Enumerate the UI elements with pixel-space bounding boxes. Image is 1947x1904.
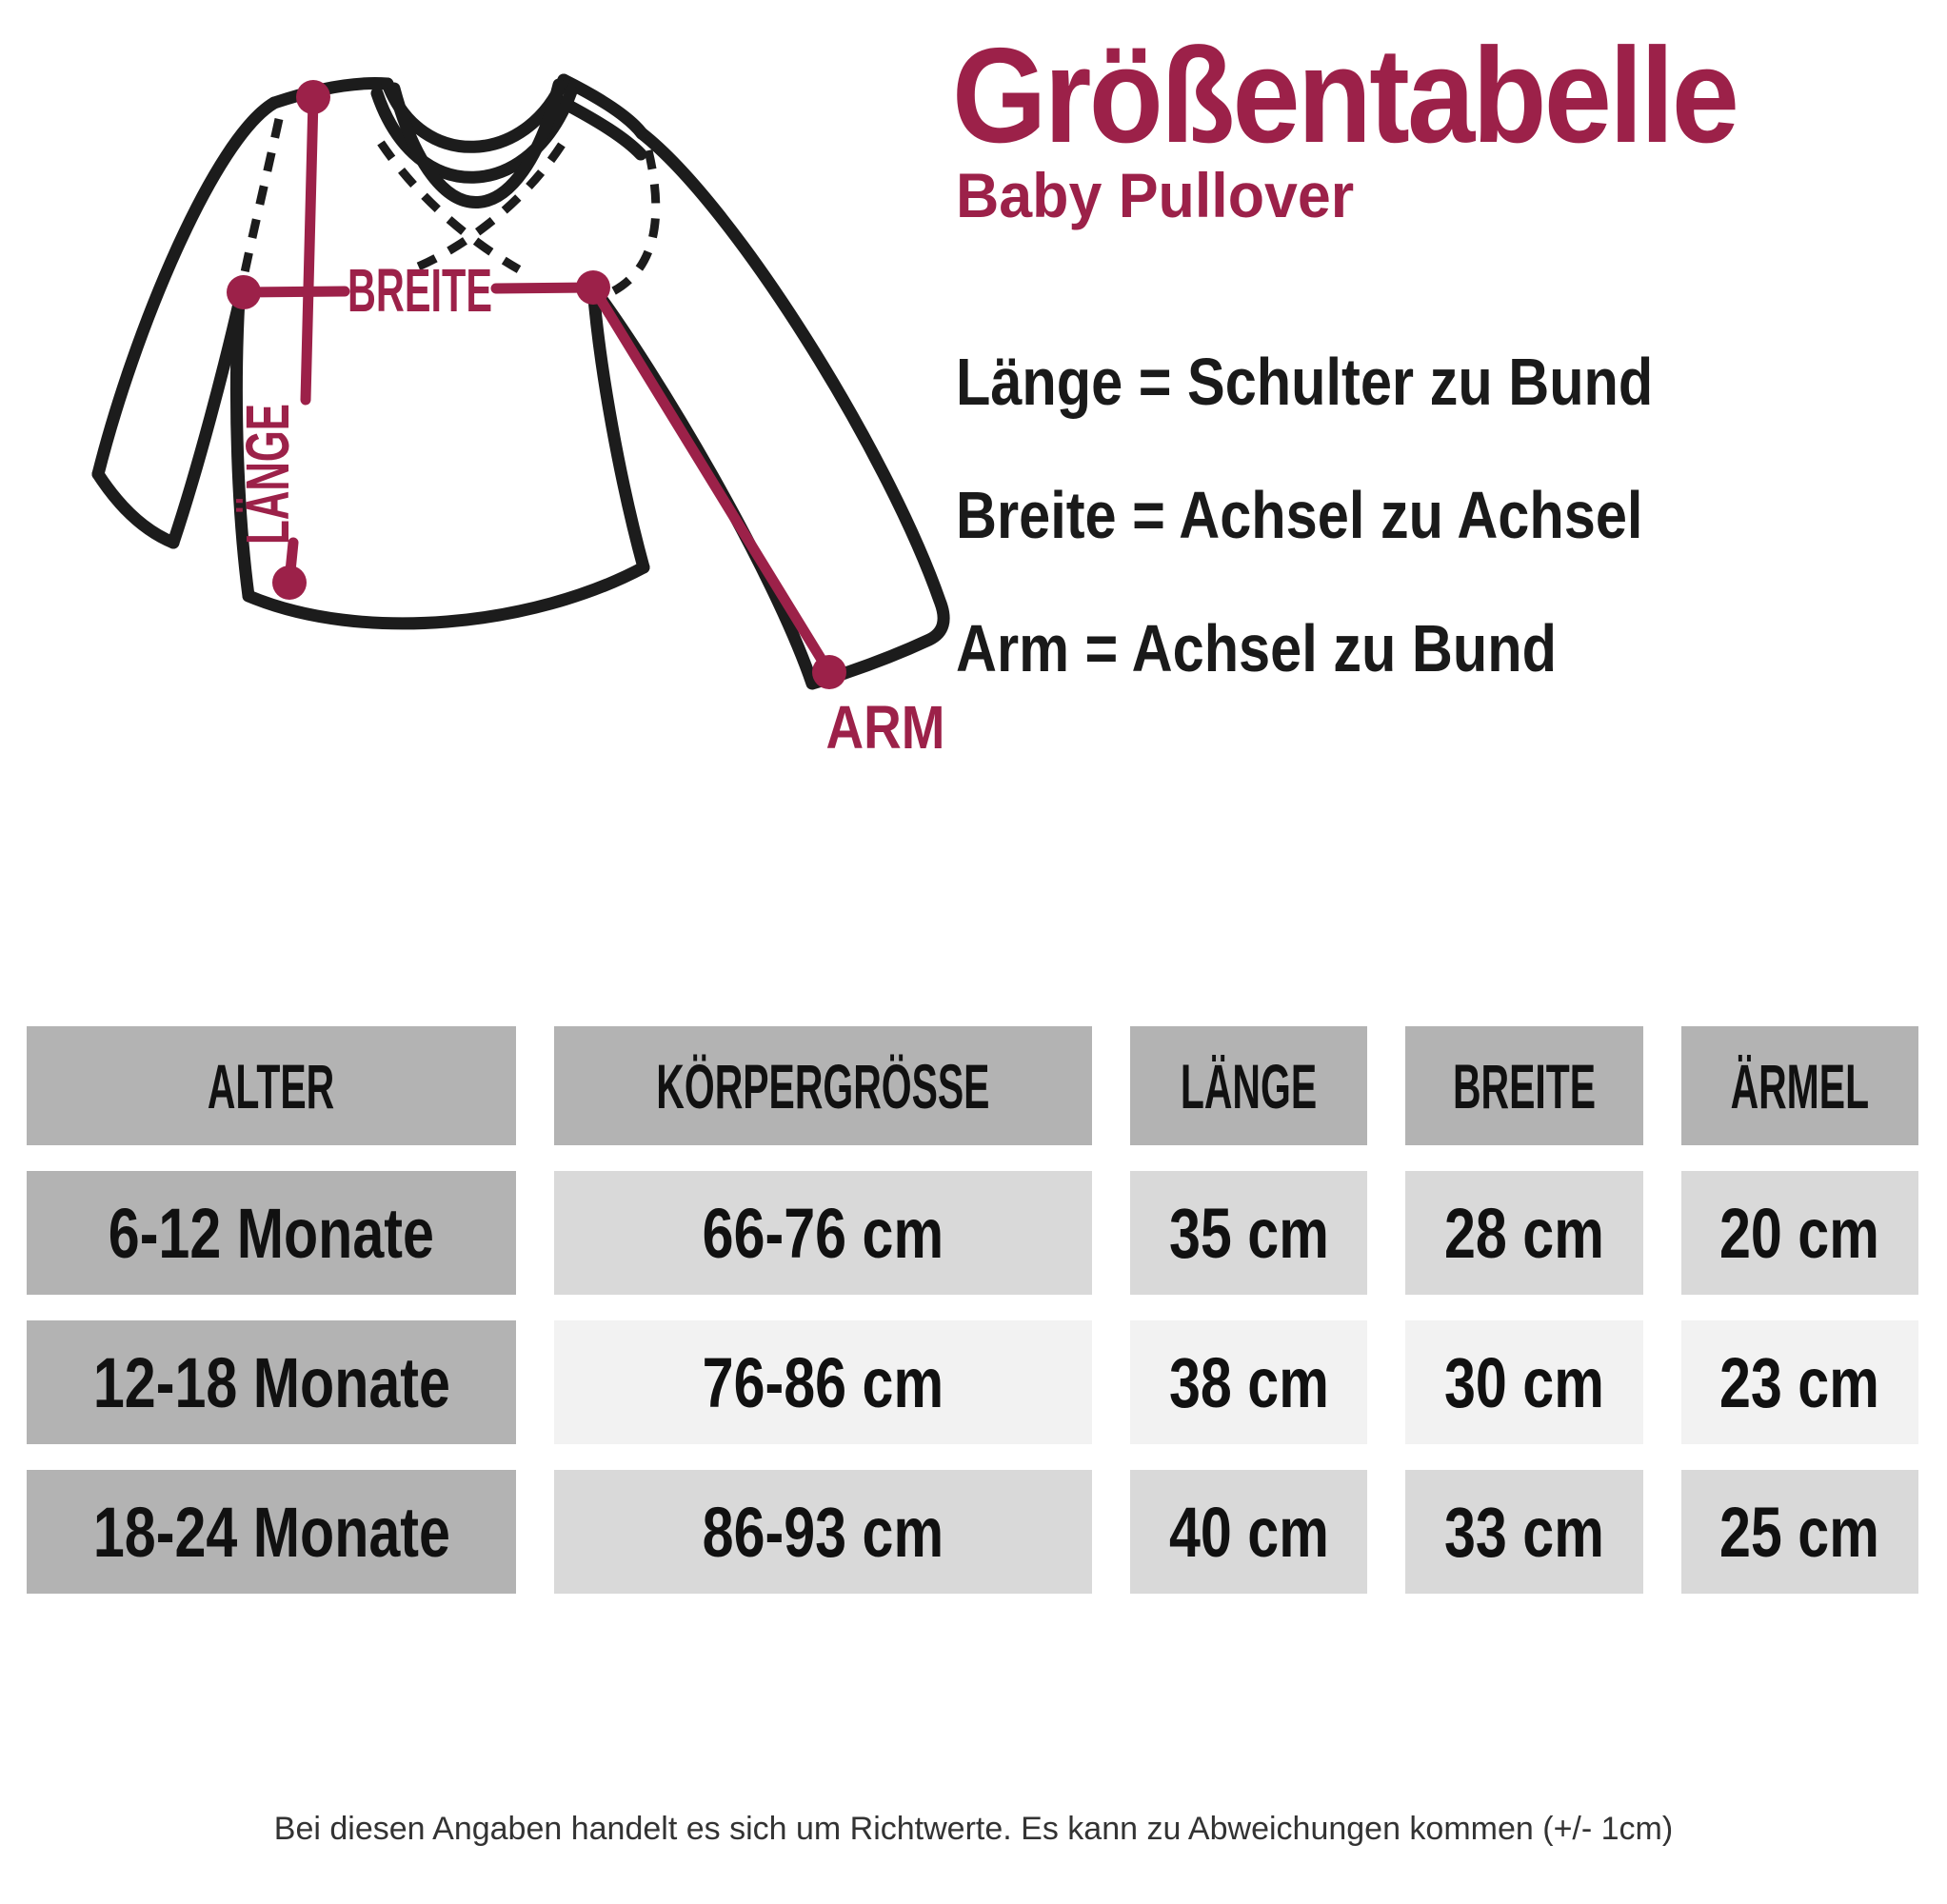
- right-armpit-dot: [576, 270, 610, 305]
- laenge-line-upper: [306, 99, 313, 400]
- table-value-cell: [554, 1470, 1092, 1594]
- definition-laenge: Länge = Schulter zu Bund: [956, 345, 1654, 419]
- table-header-cell-text: KÖRPERGRÖSSE: [656, 1050, 990, 1121]
- table-header-cell-text: ALTER: [208, 1050, 335, 1121]
- table-age-cell: [27, 1320, 516, 1444]
- table-header-cell: [27, 1026, 516, 1145]
- table-value-cell: [1405, 1320, 1642, 1444]
- table-value-cell-text: 40 cm: [1168, 1492, 1329, 1572]
- table-age-cell-text: 18-24 Monate: [92, 1492, 450, 1572]
- table-value-cell-text: 66-76 cm: [702, 1193, 944, 1273]
- table-value-cell: [1130, 1470, 1367, 1594]
- table-header-cell-text: BREITE: [1452, 1050, 1596, 1121]
- pullover-outline: [98, 80, 944, 684]
- definition-arm: Arm = Achsel zu Bund: [956, 611, 1557, 685]
- table-value-cell: [1681, 1171, 1918, 1295]
- page-title: Größentabelle: [952, 20, 1738, 171]
- left-armpit-dot: [227, 275, 261, 309]
- table-value-cell-text: 28 cm: [1443, 1193, 1604, 1273]
- table-value-cell-text: 38 cm: [1168, 1342, 1329, 1422]
- table-age-cell-text: 6-12 Monate: [108, 1193, 435, 1273]
- table-value-cell: [554, 1320, 1092, 1444]
- cuff-dot: [812, 655, 846, 689]
- table-value-cell-text: 30 cm: [1443, 1342, 1604, 1422]
- table-value-cell-text: 25 cm: [1719, 1492, 1880, 1572]
- table-value-cell: [1405, 1171, 1642, 1295]
- table-header-cell-text: ÄRMEL: [1730, 1050, 1870, 1121]
- table-value-cell: [1681, 1320, 1918, 1444]
- table-value-cell-text: 86-93 cm: [702, 1492, 944, 1572]
- laenge-label: LÄNGE: [233, 331, 302, 545]
- table-value-cell: [1130, 1320, 1367, 1444]
- size-table: [27, 1026, 1918, 1594]
- pullover-illustration: [38, 29, 990, 866]
- table-header-cell: [554, 1026, 1092, 1145]
- table-value-cell: [1681, 1470, 1918, 1594]
- table-value-cell: [1405, 1470, 1642, 1594]
- table-header-cell: [1405, 1026, 1642, 1145]
- table-age-cell: [27, 1171, 516, 1295]
- shoulder-dot: [296, 80, 330, 114]
- table-value-cell-text: 23 cm: [1719, 1342, 1880, 1422]
- measurement-lines: [227, 80, 945, 762]
- table-header-cell: [1681, 1026, 1918, 1145]
- footnote: Bei diesen Angaben handelt es sich um Richtwerte. Es kann zu Abweichungen kommen (+/- 1cm): [273, 1811, 1674, 1847]
- table-value-cell-text: 76-86 cm: [702, 1342, 944, 1422]
- table-header-cell-text: LÄNGE: [1180, 1050, 1318, 1121]
- table-value-cell: [1130, 1171, 1367, 1295]
- page-subtitle: Baby Pullover: [956, 160, 1355, 230]
- definition-breite: Breite = Achsel zu Achsel: [956, 478, 1643, 552]
- table-value-cell-text: 20 cm: [1719, 1193, 1880, 1273]
- breite-label: BREITE: [348, 256, 492, 325]
- table-value-cell: [554, 1171, 1092, 1295]
- table-value-cell-text: 33 cm: [1443, 1492, 1604, 1572]
- table-header-cell: [1130, 1026, 1367, 1145]
- definitions-list: [956, 345, 1776, 748]
- table-value-cell-text: 35 cm: [1168, 1193, 1329, 1273]
- arm-label: ARM: [825, 693, 945, 762]
- hem-dot: [272, 565, 307, 600]
- table-age-cell: [27, 1470, 516, 1594]
- table-age-cell-text: 12-18 Monate: [92, 1342, 450, 1422]
